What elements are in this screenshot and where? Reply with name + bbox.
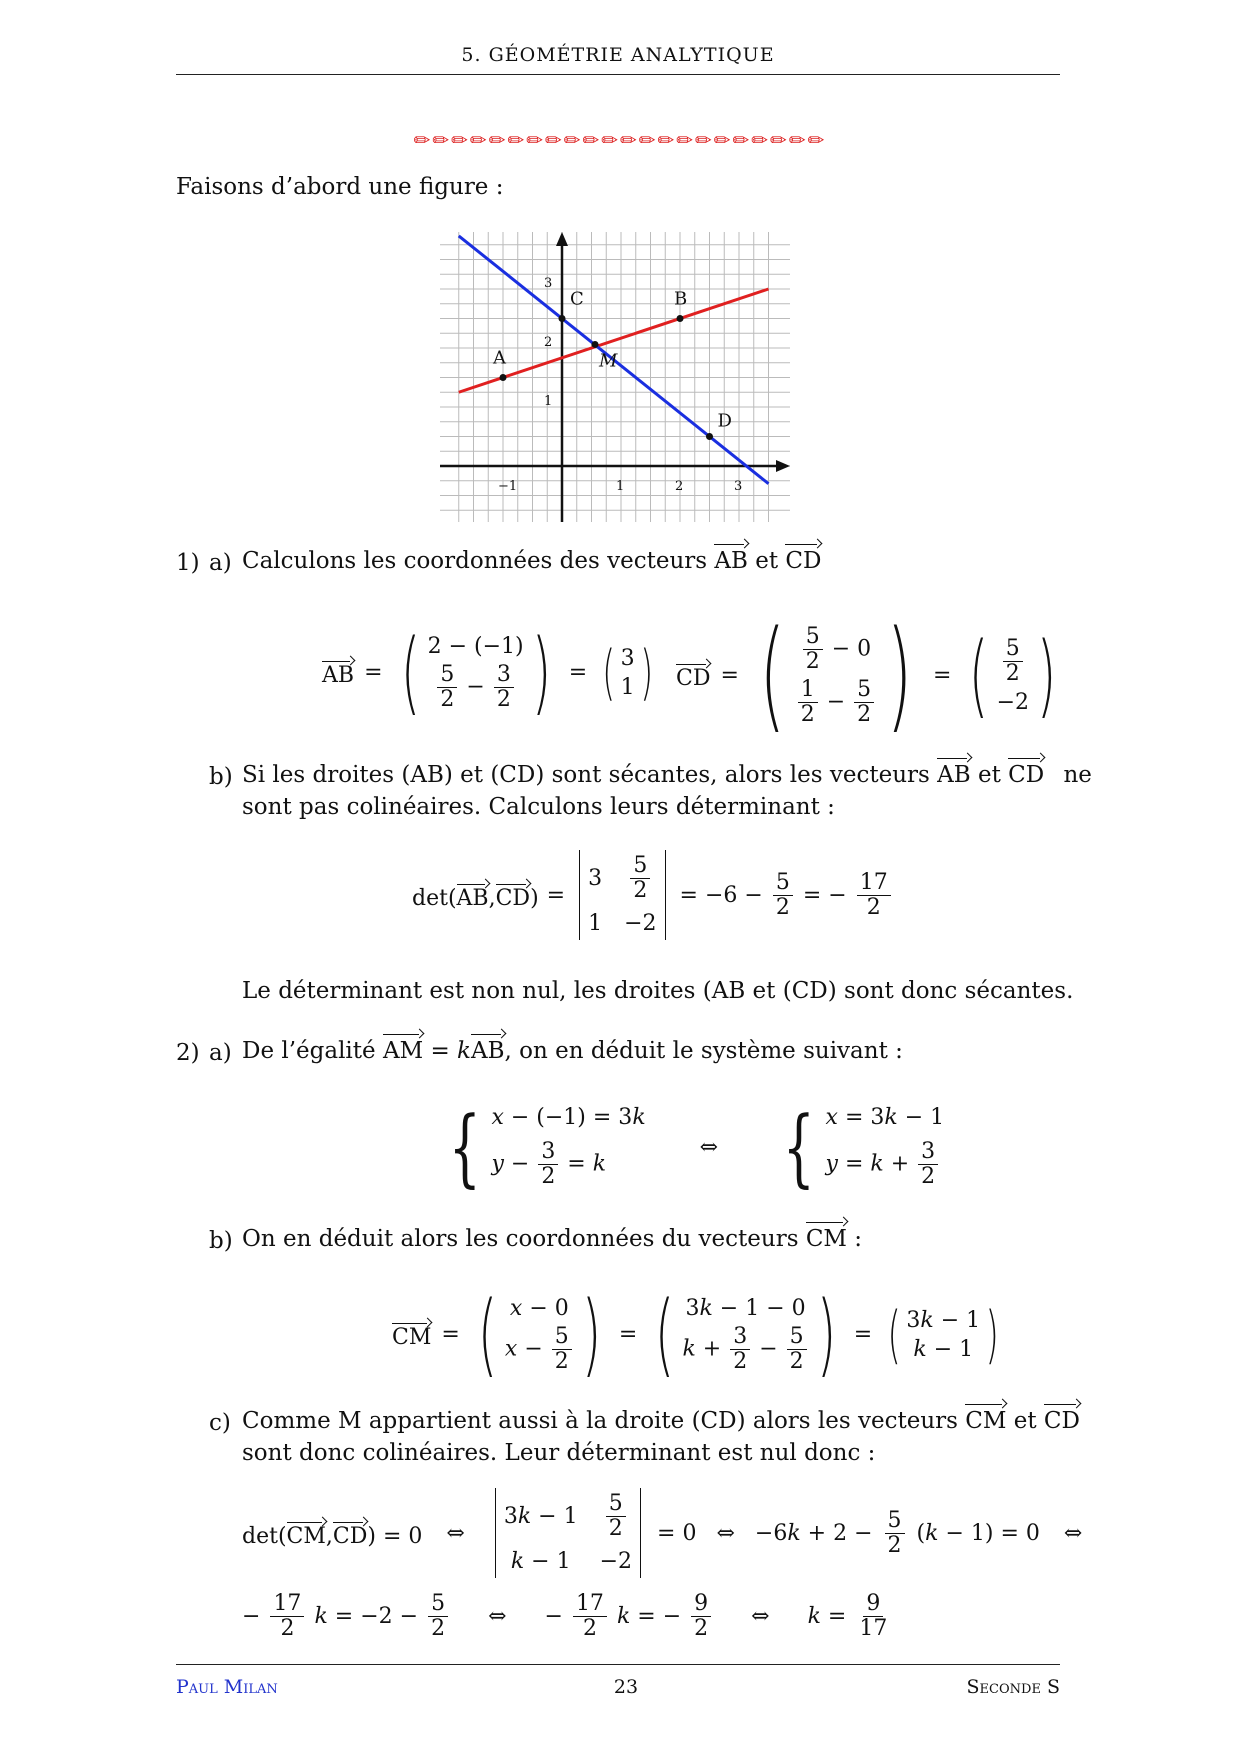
final-resolution: − $\frac{17}{2}$ k = −2 − $\frac{5}{2}$ ⇔ − $\frac{17}{2}$ k = − $\frac{9}{2}$ ⇔ k = $\frac{9}{17}$ [242,1591,888,1641]
q2c-label: c) [209,1410,231,1436]
footer-class: Seconde S [966,1676,1060,1698]
vector-cd-computation: CD = ( $\frac{5}{2}$ − 0 $\frac{1}{2}$ − $\frac{5}{2}$ ) = ( $\frac{5}{2}$ −2 ) [676,606,1057,745]
footer-rule [176,1664,1060,1665]
pencil-separator-icon: ✏✏✏✏✏✏✏✏✏✏✏✏✏✏✏✏✏✏✏✏✏✏ [413,128,827,152]
point-B [677,315,684,322]
point-label-C: C [570,288,584,310]
x-tick-label: 2 [675,479,684,494]
point-label-A: A [493,347,506,369]
q2a-line: De l’égalité AM = kAB, on en déduit le système suivant : [242,1030,903,1066]
footer-page: 23 [613,1676,639,1698]
vector-cd: CD [785,540,821,576]
q1a-label: a) [209,550,232,576]
point-A [500,374,507,381]
vector-cm-computation: CM = ( x − 0 x − $\frac{5}{2}$ ) = ( 3k − 1 − 0 k + $\frac{3}{2}$ − $\frac{5}{2}$ ) = ( 3k − 1 k − 1 ) [392,1282,999,1387]
vector-ab: AB [714,540,748,576]
det-ab-cd: det(AB,CD) = 3 $\frac{5}{2}$ 1 −2 = −6 − $\frac{5}{2}$ = − $\frac{17}{2}$ [412,850,893,940]
q2c-line1: Comme M appartient aussi à la droite (CD) alors les vecteurs CM et CD [242,1400,1080,1436]
q1b-line1: Si les droites (AB) et (CD) sont sécantes, alors les vecteurs AB et CD ne [242,754,1092,790]
system-equations: { x − (−1) = 3k y − $\frac{3}{2}$ = k ⇔ { x = 3k − 1 y = k + $\frac{3}{2}$ [448,1098,945,1196]
q1b-line2: sont pas colinéaires. Calculons leurs déterminant : [242,794,835,820]
q2a-label: a) [209,1040,232,1066]
y-tick-label: 3 [544,276,553,291]
y-axis-arrow [556,232,568,246]
point-label-D: D [717,410,732,432]
point-label-M: M [599,350,618,372]
point-D [706,433,713,440]
y-tick-label: 2 [544,335,553,350]
point-label-B: B [674,288,688,310]
vector-ab-computation: AB = ( 2 − (−1) $\frac{5}{2}$ − $\frac{3}{2}$ ) = ( 3 1 ) [322,620,653,725]
q1-number: 1) [176,550,200,576]
point-C [559,315,566,322]
and-word: et [755,548,779,574]
q1a-line [242,540,821,576]
figure-points [492,289,732,441]
intro-text: Faisons d’abord une figure : [176,174,504,200]
figure-graph [440,232,790,522]
det-cm-cd: det(CM,CD) = 0 ⇔ 3k − 1 $\frac{5}{2}$ k − 1 −2 = 0 ⇔ −6k + 2 − $\frac{5}{2}$ (k − 1) = 0 ⇔ [242,1488,1082,1578]
x-tick-label: 3 [734,479,743,494]
footer-author: Paul Milan [176,1676,278,1698]
q2c-line2: sont donc colinéaires. Leur déterminant est nul donc : [242,1440,876,1466]
point-M [592,341,599,348]
x-axis-arrow [776,460,790,472]
header-rule [176,74,1060,75]
q2b-line: On en déduit alors les coordonnées du vecteurs CM : [242,1218,862,1254]
running-header: 5. GÉOMÉTRIE ANALYTIQUE [461,44,775,66]
q1b-label: b) [209,764,233,790]
x-tick-label: −1 [498,479,518,494]
q1a-text: Calculons les coordonnées des vecteurs [242,548,708,574]
q2b-label: b) [209,1228,233,1254]
y-tick-label: 1 [544,394,553,409]
q2-number: 2) [176,1040,200,1066]
q1-conclusion: Le déterminant est non nul, les droites (AB et (CD) sont donc sécantes. [242,978,1074,1004]
x-tick-label: 1 [616,479,625,494]
